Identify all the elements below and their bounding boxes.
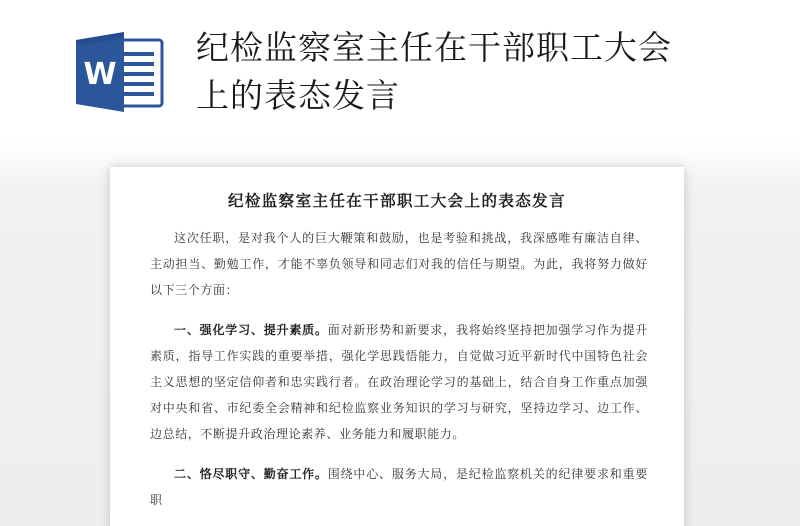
word-icon-letter: W — [83, 57, 117, 92]
section-2-heading: 二、恪尽职守、勤奋工作。 — [174, 467, 328, 481]
word-document-icon — [74, 32, 166, 112]
page-title-line-1: 纪检监察室主任在干部职工大会 — [196, 28, 672, 67]
page-title — [196, 24, 756, 120]
paragraph-intro-text: 这次任职，是对我个人的巨大鞭策和鼓励，也是考验和挑战，我深感唯有廉洁自律、主动担当、勤勉工作，才能不辜负领导和同志们对我的信任与期望。为此，我将努力做好以下三个方面： — [150, 231, 648, 297]
document-title: 纪检监察室主任在干部职工大会上的表态发言 — [227, 191, 566, 210]
header-banner — [0, 0, 800, 140]
paragraph-section-1 — [150, 317, 648, 447]
section-1-text: 面对新形势和新要求，我将始终坚持把加强学习作为提升素质，指导工作实践的重要举措，强化学思践悟能力，自觉做习近平新时代中国特色社会主义思想的坚定信仰者和忠实践行者。在政治理论学习的基础上，结合自身工作重点加强对中央和省、市纪委全会精神和纪检监察业务知识的学习与研究，坚持边学习、边工作、边总结，不断提升政治理论素养、业务能力和履职能力。 — [150, 323, 648, 441]
document-body — [150, 225, 648, 526]
section-1-heading: 一、强化学习、提升素质。 — [174, 323, 328, 337]
paragraph-section-2 — [150, 461, 648, 513]
section-2-text: 围绕中心、服务大局，是纪检监察机关的纪律要求和重要职 — [150, 467, 648, 507]
paragraph-intro — [150, 225, 648, 303]
page-title-line-2: 上的表态发言 — [196, 76, 400, 115]
document-page — [110, 167, 684, 526]
